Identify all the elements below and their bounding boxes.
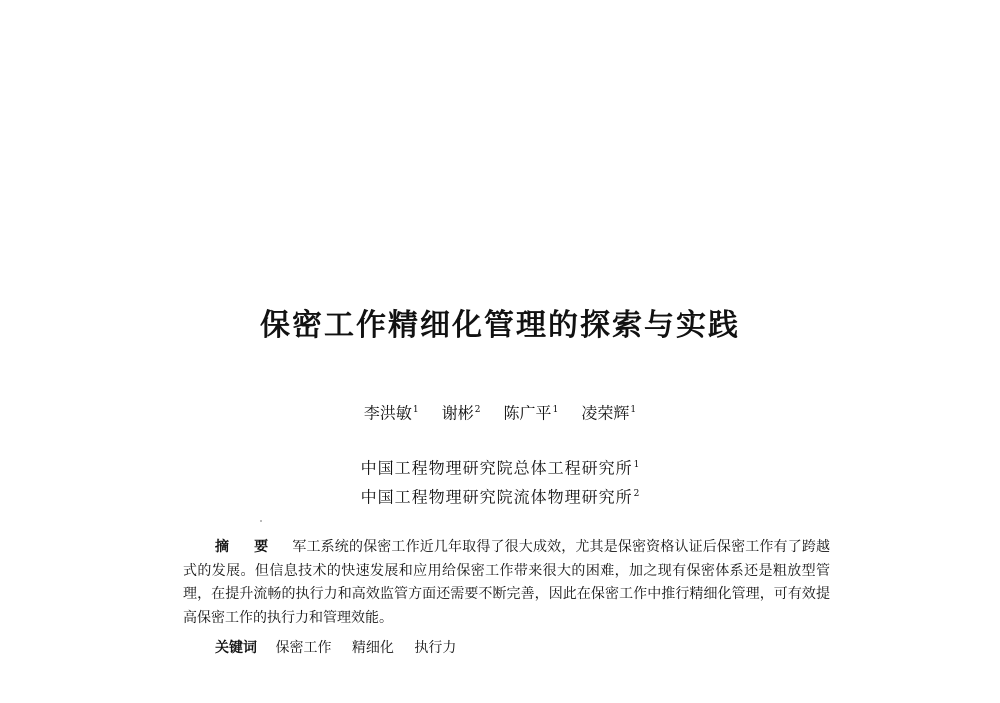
author (364, 398, 419, 425)
keywords (215, 637, 472, 660)
affiliation-mark: 1 (633, 460, 640, 470)
affiliation (0, 452, 1000, 481)
keyword: 保密工作 (275, 640, 332, 656)
affiliation-mark: 2 (633, 489, 640, 500)
affiliation-mark: 1 (552, 405, 559, 415)
affiliation-list (0, 452, 1000, 511)
abstract (183, 536, 830, 630)
keywords-label: 关键词 (215, 640, 257, 656)
affiliation-mark: 2 (474, 405, 481, 415)
affiliation-mark: 1 (412, 405, 419, 415)
author-name: 谢彬 (441, 403, 474, 423)
keyword: 精细化 (351, 640, 394, 656)
author (581, 398, 636, 425)
author-name: 凌荣辉 (581, 403, 630, 423)
author (504, 398, 559, 425)
paper-title: 保密工作精细化管理的探索与实践 (260, 308, 740, 343)
affiliation-name: 中国工程物理研究院总体工程研究所 (360, 458, 633, 478)
author-name: 陈广平 (503, 403, 552, 423)
affiliation-name: 中国工程物理研究院流体物理研究所 (360, 487, 633, 507)
author-list (0, 398, 1000, 425)
scan-speck (260, 520, 262, 522)
affiliation (0, 481, 1000, 510)
author (442, 398, 481, 425)
abstract-label: 摘 要 (215, 539, 279, 555)
abstract-text: 军工系统的保密工作近几年取得了很大成效，尤其是保密资格认证后保密工作有了跨越式的发展。但信息技术的快速发展和应用给保密工作带来很大的困难，加之现有保密体系还是粗放型管理，在提升流畅的执行力和高效监管方面还需要不断完善，因此在保密工作中推行精细化管理，可有效提高保密工作的执行力和管理效能。 (183, 539, 831, 626)
author-name: 李洪敏 (363, 403, 412, 423)
affiliation-mark: 1 (630, 405, 637, 415)
keyword: 执行力 (414, 640, 457, 656)
